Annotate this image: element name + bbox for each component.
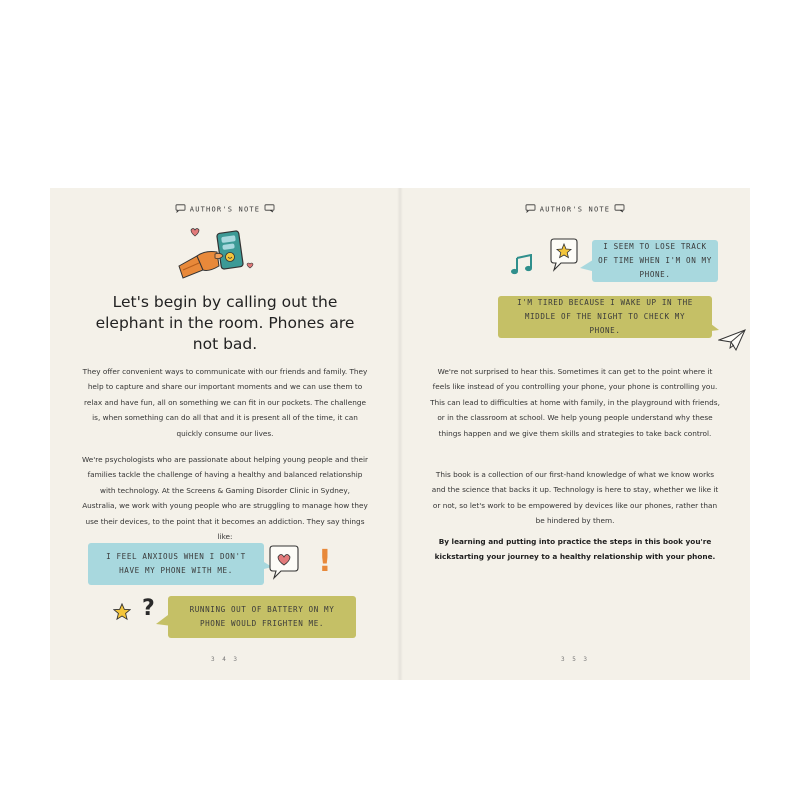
star-icon — [113, 603, 131, 625]
quote-bubble-lose-track — [592, 240, 718, 282]
left-paragraph-2: We're psychologists who are passionate about helping young people and their families tackle the challenge of having a healthy and balanced relationship with technology. At the Screens & Gaming Disorder Clinic in Sydney, Australia, we work with young people who are struggling to manage how they use their devices, to the point that it becomes an addiction. They say things like: — [82, 455, 369, 542]
hand-holding-phone-icon — [175, 226, 257, 286]
right-paragraph-3: By learning and putting into practice the steps in this book you're kickstarting your journey to a healthy relationship with your phone. — [434, 537, 716, 562]
quote-text: I'M TIRED BECAUSE I WAKE UP IN THE MIDDLE OF THE NIGHT TO CHECK MY PHONE. — [517, 298, 693, 335]
right-header-text: AUTHOR'S NOTE — [539, 205, 611, 214]
left-header — [50, 204, 400, 215]
right-header — [400, 204, 750, 215]
bubble-tail — [703, 318, 719, 334]
quote-text: RUNNING OUT OF BATTERY ON MY PHONE WOULD FRIGHTEN ME. — [189, 605, 335, 628]
bubble-tail — [580, 258, 596, 274]
bubble-tail — [156, 612, 172, 628]
music-note-icon — [510, 254, 536, 280]
quote-text: I FEEL ANXIOUS WHEN I DON'T HAVE MY PHONE WITH ME. — [106, 552, 246, 575]
exclamation-mark: ! — [318, 544, 332, 579]
paper-plane-icon — [718, 328, 746, 356]
speech-bubble-icon — [525, 204, 536, 215]
speech-bubble-icon — [175, 204, 186, 215]
star-icon — [548, 238, 580, 276]
left-page-number: 3 4 3 — [210, 656, 240, 663]
heart-icon — [266, 544, 302, 584]
quote-bubble-battery — [168, 596, 356, 638]
left-page — [50, 188, 400, 680]
speech-bubble-icon — [614, 204, 625, 215]
left-paragraph-1: They offer convenient ways to communicate with our friends and family. They help to capture and share our important moments and we can use them to relax and have fun, all on something we can fit in our pockets. The challenge is, when something can do all that and it is present all of the time, it can quickly consume our lives. — [82, 367, 368, 438]
speech-bubble-icon — [264, 204, 275, 215]
right-page — [400, 188, 750, 680]
book-spread — [50, 188, 750, 680]
right-paragraph-2: This book is a collection of our first-hand knowledge of what we know works and the science that backs it up. Technology is here to stay, whether we like it or not, so let's work to be empowered by devices like our phones, rather than be hindered by them. — [431, 470, 719, 526]
right-paragraph-1: We're not surprised to hear this. Sometimes it can get to the point where it feels like instead of you controlling your phone, your phone is controlling you. This can lead to difficulties at home with family, in the playground with friends, or in the classroom at school. We help young people understand why these things happen and we give them skills and strategies to take back control. — [430, 367, 720, 438]
quote-bubble-tired — [498, 296, 712, 338]
quote-bubble-anxious — [88, 543, 264, 585]
right-page-number: 3 5 3 — [560, 656, 590, 663]
page-title: Let's begin by calling out the elephant in the room. Phones are not bad. — [95, 293, 355, 353]
question-mark: ? — [142, 596, 155, 621]
quote-text: I SEEM TO LOSE TRACK OF TIME WHEN I'M ON MY PHONE. — [598, 242, 712, 279]
left-header-text: AUTHOR'S NOTE — [189, 205, 261, 214]
